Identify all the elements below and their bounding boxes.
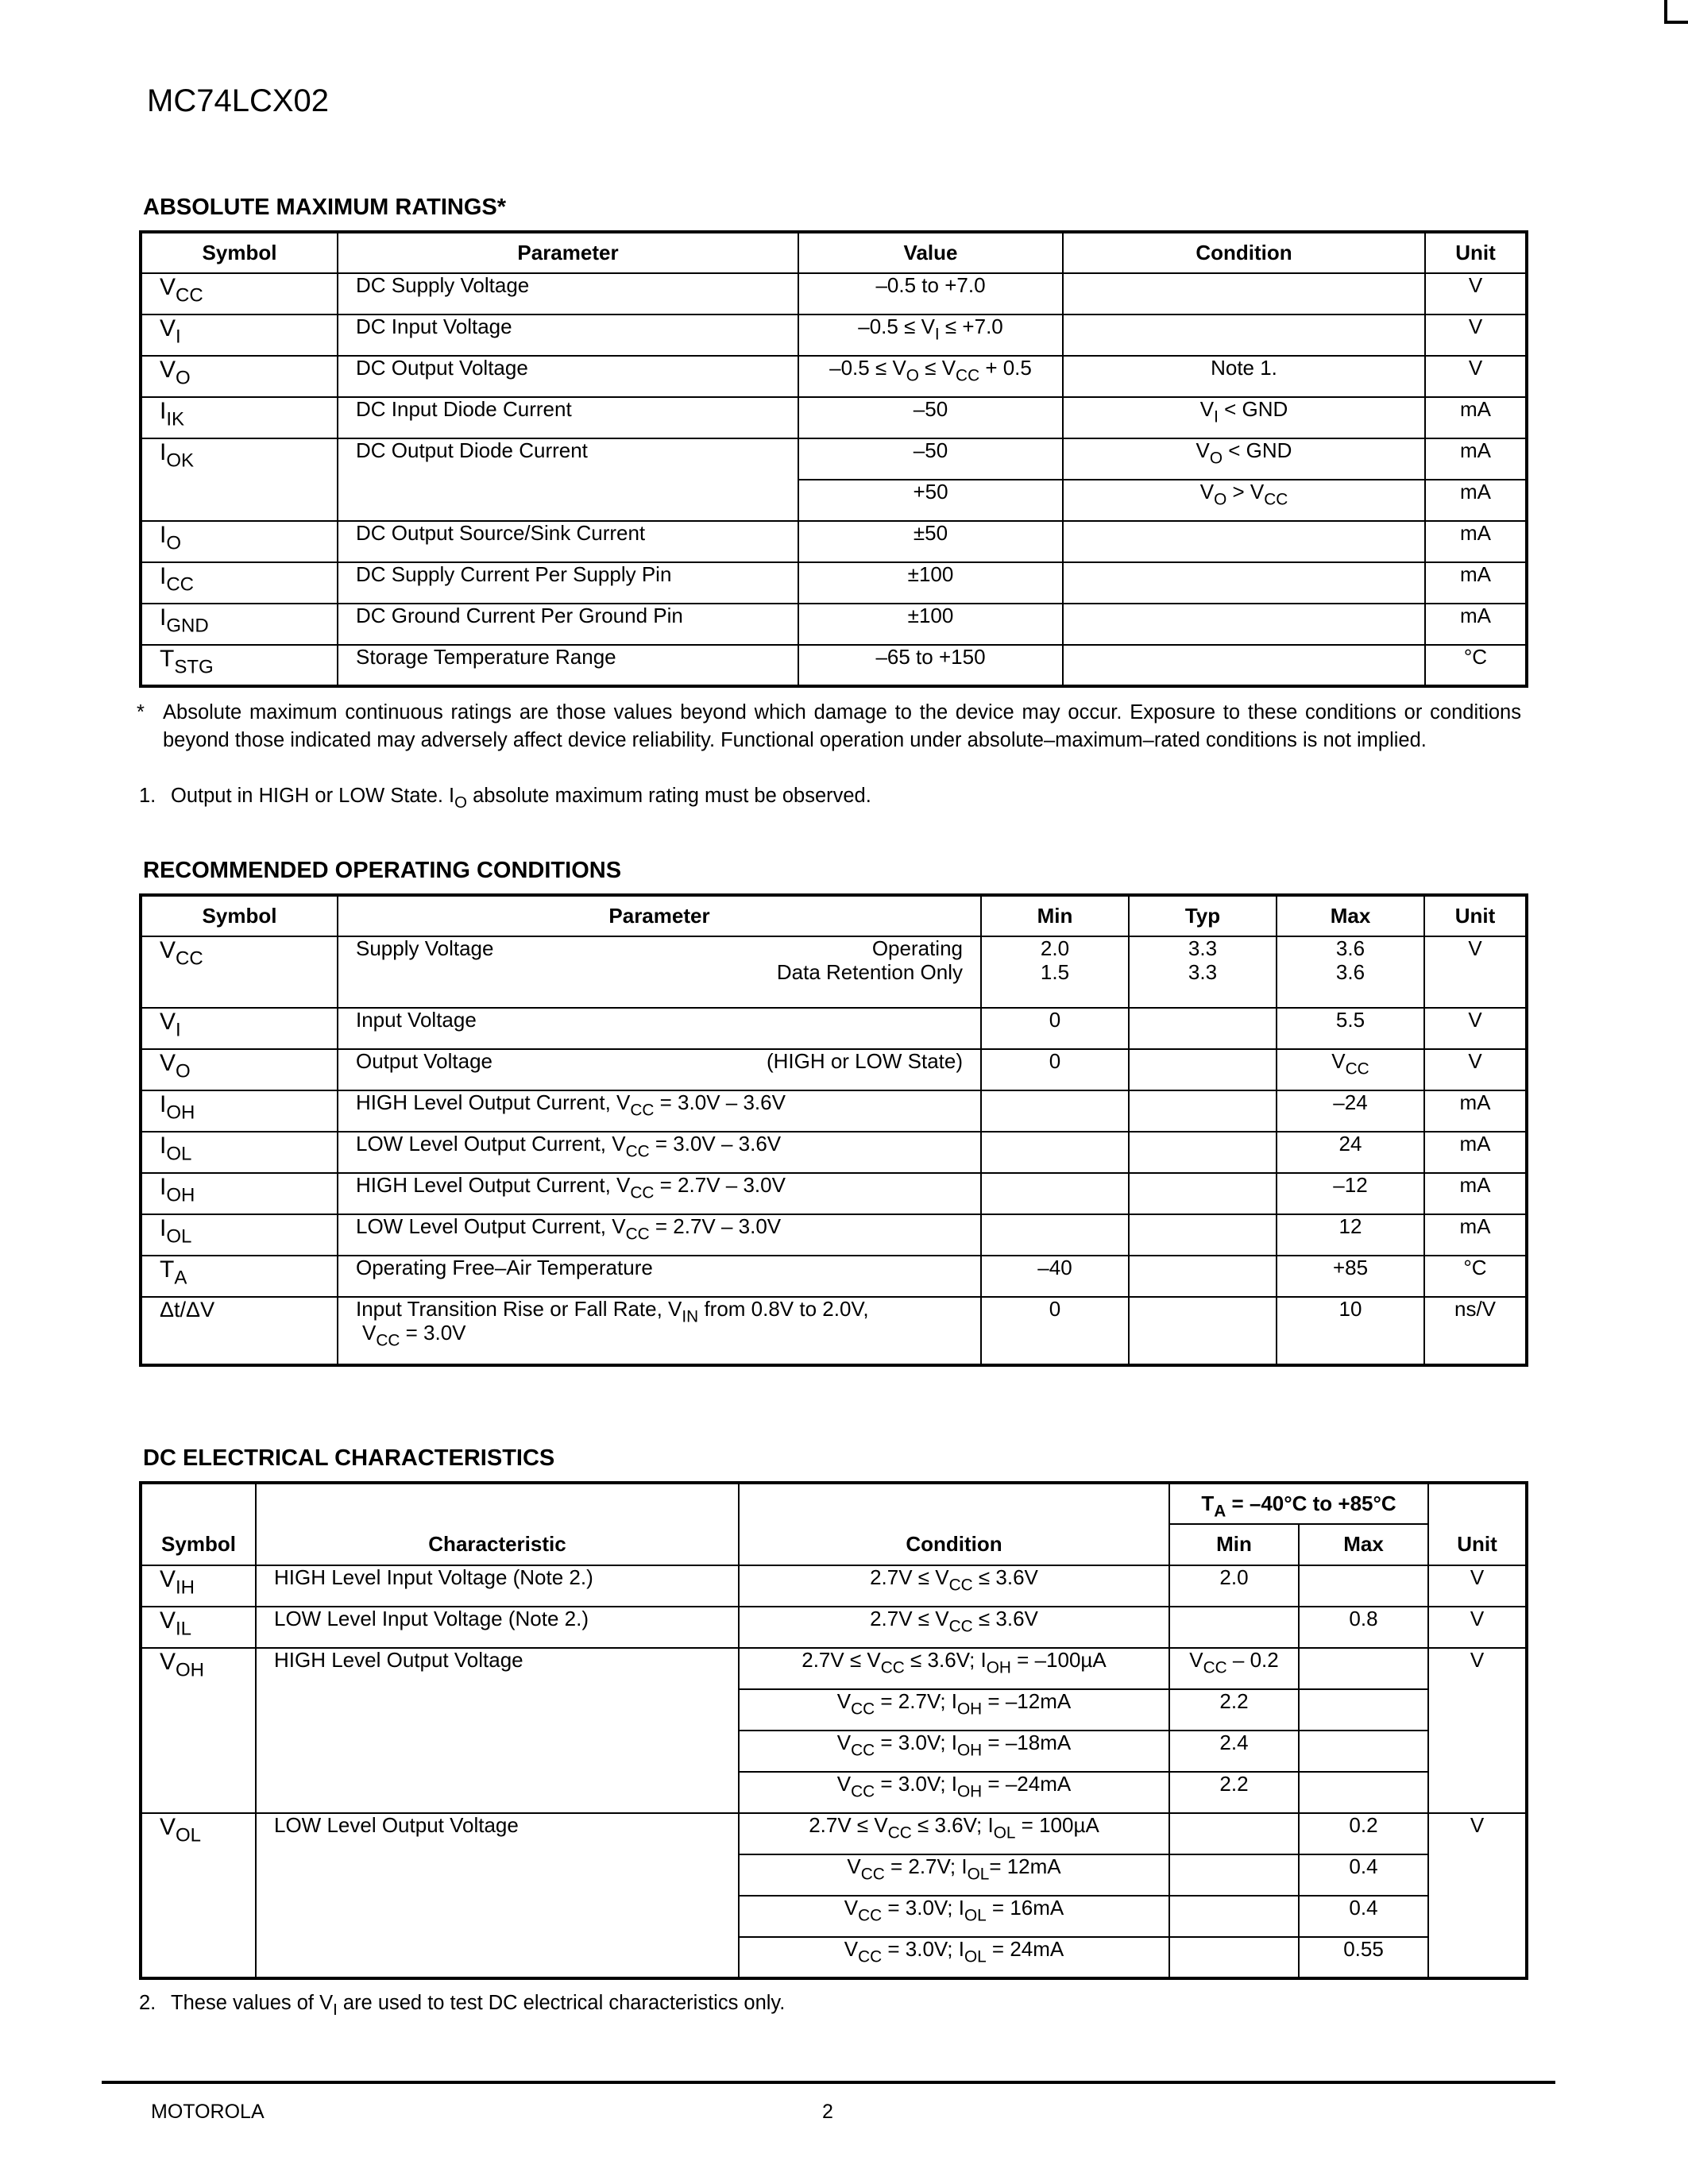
typ-cell [1129, 1297, 1277, 1365]
column-header: Characteristic [256, 1483, 739, 1565]
parameter-cell: Operating Free–Air Temperature [338, 1256, 981, 1297]
unit-cell: V [1425, 356, 1527, 397]
table-row [141, 521, 1527, 562]
condition-cell [1063, 273, 1425, 314]
table-row [141, 1648, 1527, 1689]
dc-table [139, 1481, 1528, 1980]
max-cell [1299, 1565, 1428, 1607]
table-row [141, 1607, 1527, 1648]
symbol-cell: $V_O$ [141, 1049, 338, 1090]
min-cell [1169, 1896, 1299, 1937]
condition-cell: $2.7V \le V_{CC} \le 3.6V$ [739, 1565, 1169, 1607]
parameter-cell: DC Input Voltage [338, 314, 798, 356]
parameter-cell: Supply Voltage Operating Data Retention Only [338, 936, 981, 1008]
table-row [141, 314, 1527, 356]
condition-cell [1063, 645, 1425, 686]
symbol-cell: $T_{STG}$ [141, 645, 338, 686]
table-row [141, 438, 1527, 480]
symbol-cell: $I_{OL}$ [141, 1214, 338, 1256]
crop-mark [1664, 0, 1667, 22]
symbol-cell: $V_{OH}$ [141, 1648, 256, 1813]
min-cell: $V_{CC} - 0.2$ [1169, 1648, 1299, 1689]
characteristic-cell: HIGH Level Output Voltage [256, 1648, 739, 1813]
parameter-cell: DC Output Source/Sink Current [338, 521, 798, 562]
column-header: Symbol [141, 232, 338, 273]
min-cell: 0 [981, 1049, 1129, 1090]
table-row [141, 356, 1527, 397]
value-cell: –50 [798, 438, 1063, 480]
parameter-cell: HIGH Level Output Current, $V_{CC} = 2.7V - 3.0V$ [338, 1173, 981, 1214]
table-row [141, 1132, 1527, 1173]
column-header: Unit [1425, 232, 1527, 273]
max-cell [1299, 1648, 1428, 1689]
parameter-cell: Storage Temperature Range [338, 645, 798, 686]
condition-cell: Note 1. [1063, 356, 1425, 397]
condition-cell: $V_I$ < GND [1063, 397, 1425, 438]
column-header: Min [1169, 1524, 1299, 1565]
column-header: Min [981, 895, 1129, 936]
min-cell: 0 [981, 1008, 1129, 1049]
unit-cell: V [1428, 1813, 1527, 1978]
parameter-cell: HIGH Level Output Current, $V_{CC} = 3.0V - 3.6V$ [338, 1090, 981, 1132]
crop-mark [1664, 21, 1688, 24]
footnote-2: These values of $V_I$ are used to test DC electrical characteristics only. [171, 1992, 786, 2020]
table-row [141, 1173, 1527, 1214]
min-cell [981, 1173, 1129, 1214]
condition-cell: $V_{CC} = 3.0V$; $I_{OH} = -18mA$ [739, 1731, 1169, 1772]
table-row [141, 936, 1527, 1008]
table-row [141, 1565, 1527, 1607]
typ-cell: 3.3 3.3 [1129, 936, 1277, 1008]
amr-section-title: ABSOLUTE MAXIMUM RATINGS* [143, 195, 507, 220]
condition-cell: $V_{CC} = 2.7V$; $I_{OH} = -12mA$ [739, 1689, 1169, 1731]
characteristic-cell: LOW Level Output Voltage [256, 1813, 739, 1978]
unit-cell: V [1425, 273, 1527, 314]
table-row [141, 562, 1527, 604]
characteristic-cell: LOW Level Input Voltage (Note 2.) [256, 1607, 739, 1648]
max-cell: 10 [1277, 1297, 1424, 1365]
amr-table [139, 230, 1528, 688]
condition-cell: $2.7V \le V_{CC} \le 3.6V$ [739, 1607, 1169, 1648]
parameter-cell: DC Output Voltage [338, 356, 798, 397]
symbol-cell: $V_I$ [141, 1008, 338, 1049]
symbol-cell: $I_{OH}$ [141, 1173, 338, 1214]
max-cell: 0.8 [1299, 1607, 1428, 1648]
unit-cell: V [1424, 936, 1527, 1008]
unit-cell: mA [1425, 438, 1527, 480]
unit-cell: V [1428, 1607, 1527, 1648]
parameter-cell: Output Voltage (HIGH or LOW State) [338, 1049, 981, 1090]
symbol-cell: $T_A$ [141, 1256, 338, 1297]
parameter-cell: DC Input Diode Current [338, 397, 798, 438]
roc-section-title: RECOMMENDED OPERATING CONDITIONS [143, 858, 622, 883]
min-cell: 2.0 1.5 [981, 936, 1129, 1008]
symbol-cell: $I_{GND}$ [141, 604, 338, 645]
table-row [141, 397, 1527, 438]
column-header: Typ [1129, 895, 1277, 936]
min-cell [1169, 1607, 1299, 1648]
footer-rule [102, 2081, 1555, 2084]
column-header: Symbol [141, 895, 338, 936]
parameter-cell: DC Supply Current Per Supply Pin [338, 562, 798, 604]
column-header: Unit [1428, 1483, 1527, 1565]
symbol-cell: $I_{OH}$ [141, 1090, 338, 1132]
footer-brand: MOTOROLA [151, 2101, 265, 2123]
min-cell [981, 1090, 1129, 1132]
min-cell: 2.2 [1169, 1772, 1299, 1813]
characteristic-cell: HIGH Level Input Voltage (Note 2.) [256, 1565, 739, 1607]
condition-cell [1063, 521, 1425, 562]
max-cell: 12 [1277, 1214, 1424, 1256]
symbol-cell: $V_{CC}$ [141, 273, 338, 314]
table-row [141, 1049, 1527, 1090]
symbol-cell: $I_{CC}$ [141, 562, 338, 604]
typ-cell [1129, 1090, 1277, 1132]
unit-cell: V [1428, 1565, 1527, 1607]
symbol-cell: $V_I$ [141, 314, 338, 356]
table-row [141, 1813, 1527, 1854]
condition-cell: $V_{CC} = 3.0V$; $I_{OL} = 24mA$ [739, 1937, 1169, 1978]
typ-cell [1129, 1008, 1277, 1049]
value-cell: ±50 [798, 521, 1063, 562]
column-header: Symbol [141, 1483, 256, 1565]
roc-table [139, 893, 1528, 1367]
table-row [141, 1008, 1527, 1049]
min-cell: 2.4 [1169, 1731, 1299, 1772]
symbol-cell: $V_{IL}$ [141, 1607, 256, 1648]
column-header: Unit [1424, 895, 1527, 936]
symbol-cell: Δt/ΔV [141, 1297, 338, 1365]
unit-cell: mA [1425, 521, 1527, 562]
condition-cell: $V_{CC} = 2.7V$; $I_{OL}= 12mA$ [739, 1854, 1169, 1896]
min-cell: 2.2 [1169, 1689, 1299, 1731]
page-number: 2 [822, 2101, 833, 2123]
max-cell [1299, 1731, 1428, 1772]
value-cell: ±100 [798, 562, 1063, 604]
symbol-cell: $V_{IH}$ [141, 1565, 256, 1607]
unit-cell: V [1424, 1008, 1527, 1049]
unit-cell: mA [1424, 1214, 1527, 1256]
table-row [141, 1214, 1527, 1256]
unit-cell: mA [1424, 1090, 1527, 1132]
max-cell: –12 [1277, 1173, 1424, 1214]
min-cell: 2.0 [1169, 1565, 1299, 1607]
footnote-marker: 2. [139, 1992, 156, 2014]
max-cell: 24 [1277, 1132, 1424, 1173]
parameter-cell: LOW Level Output Current, $V_{CC} = 2.7V - 3.0V$ [338, 1214, 981, 1256]
condition-cell [1063, 604, 1425, 645]
max-cell: 0.4 [1299, 1854, 1428, 1896]
parameter-cell: DC Supply Voltage [338, 273, 798, 314]
table-row [141, 1297, 1527, 1365]
condition-cell: $V_O$ < GND [1063, 438, 1425, 480]
unit-cell: V [1428, 1648, 1527, 1813]
max-cell: 5.5 [1277, 1008, 1424, 1049]
min-cell: 0 [981, 1297, 1129, 1365]
column-header: Max [1277, 895, 1424, 936]
symbol-cell: $V_O$ [141, 356, 338, 397]
min-cell [1169, 1854, 1299, 1896]
max-cell: 0.4 [1299, 1896, 1428, 1937]
max-cell: 0.2 [1299, 1813, 1428, 1854]
column-header: Parameter [338, 232, 798, 273]
unit-cell: mA [1425, 480, 1527, 521]
condition-cell [1063, 562, 1425, 604]
condition-cell: $V_{CC} = 3.0V$; $I_{OH} = -24mA$ [739, 1772, 1169, 1813]
dc-section-title: DC ELECTRICAL CHARACTERISTICS [143, 1445, 555, 1471]
table-row [141, 1090, 1527, 1132]
max-cell: $V_{CC}$ [1277, 1049, 1424, 1090]
footnote-1: Output in HIGH or LOW State. $I_O$ absolute maximum rating must be observed. [171, 785, 871, 812]
unit-cell: °C [1424, 1256, 1527, 1297]
symbol-cell: $V_{OL}$ [141, 1813, 256, 1978]
min-cell [981, 1214, 1129, 1256]
footnote-absolute-max: Absolute maximum continuous ratings are those values beyond which damage to the device may occur. Exposure to these conditions or conditions beyond those indicated may adversely affect device reliability. Functional operation under absolute–maximum–rated conditions is not implied. [163, 701, 1521, 751]
unit-cell: V [1424, 1049, 1527, 1090]
parameter-cell: LOW Level Output Current, $V_{CC} = 3.0V - 3.6V$ [338, 1132, 981, 1173]
condition-cell: $V_O > V_{CC}$ [1063, 480, 1425, 521]
typ-cell [1129, 1256, 1277, 1297]
value-cell: –0.5 to +7.0 [798, 273, 1063, 314]
footnote-marker: * [137, 701, 145, 723]
unit-cell: mA [1424, 1132, 1527, 1173]
typ-cell [1129, 1049, 1277, 1090]
max-cell [1299, 1689, 1428, 1731]
unit-cell: mA [1425, 397, 1527, 438]
unit-cell: mA [1425, 562, 1527, 604]
unit-cell: ns/V [1424, 1297, 1527, 1365]
min-cell [981, 1132, 1129, 1173]
column-header: $T_A = -40^\circ C$ to +85°C [1169, 1483, 1428, 1524]
column-header: Parameter [338, 895, 981, 936]
value-cell: –50 [798, 397, 1063, 438]
condition-cell: $V_{CC} = 3.0V$; $I_{OL} = 16mA$ [739, 1896, 1169, 1937]
parameter-cell: Input Transition Rise or Fall Rate, $V_{IN}$ from 0.8V to 2.0V, $V_{CC} = 3.0V$ [338, 1297, 981, 1365]
typ-cell [1129, 1214, 1277, 1256]
min-cell: –40 [981, 1256, 1129, 1297]
document-title: MC74LCX02 [147, 83, 330, 118]
table-row [141, 645, 1527, 686]
symbol-cell: $I_O$ [141, 521, 338, 562]
parameter-cell: Input Voltage [338, 1008, 981, 1049]
unit-cell: mA [1424, 1173, 1527, 1214]
value-cell: –65 to +150 [798, 645, 1063, 686]
column-header: Condition [739, 1483, 1169, 1565]
footnote-marker: 1. [139, 785, 156, 807]
value-cell: +50 [798, 480, 1063, 521]
table-row [141, 273, 1527, 314]
typ-cell [1129, 1173, 1277, 1214]
max-cell: –24 [1277, 1090, 1424, 1132]
value-cell: $-0.5 \le V_O \le V_{CC} + 0.5$ [798, 356, 1063, 397]
min-cell [1169, 1937, 1299, 1978]
min-cell [1169, 1813, 1299, 1854]
column-header: Value [798, 232, 1063, 273]
table-row [141, 604, 1527, 645]
unit-cell: V [1425, 314, 1527, 356]
max-cell [1299, 1772, 1428, 1813]
parameter-cell: DC Output Diode Current [338, 438, 798, 521]
value-cell: ±100 [798, 604, 1063, 645]
condition-cell [1063, 314, 1425, 356]
typ-cell [1129, 1132, 1277, 1173]
max-cell: +85 [1277, 1256, 1424, 1297]
max-cell: 3.6 3.6 [1277, 936, 1424, 1008]
unit-cell: °C [1425, 645, 1527, 686]
symbol-cell: $I_{OL}$ [141, 1132, 338, 1173]
symbol-cell: $I_{OK}$ [141, 438, 338, 521]
symbol-cell: $I_{IK}$ [141, 397, 338, 438]
condition-cell: $2.7V \le V_{CC} \le 3.6V$; $I_{OH} = -100\mu A$ [739, 1648, 1169, 1689]
value-cell: $-0.5 \le V_I \le +7.0$ [798, 314, 1063, 356]
parameter-cell: DC Ground Current Per Ground Pin [338, 604, 798, 645]
condition-cell: $2.7V \le V_{CC} \le 3.6V$; $I_{OL} = 100\mu A$ [739, 1813, 1169, 1854]
symbol-cell: $V_{CC}$ [141, 936, 338, 1008]
unit-cell: mA [1425, 604, 1527, 645]
max-cell: 0.55 [1299, 1937, 1428, 1978]
column-header: Condition [1063, 232, 1425, 273]
column-header: Max [1299, 1524, 1428, 1565]
table-row [141, 1256, 1527, 1297]
